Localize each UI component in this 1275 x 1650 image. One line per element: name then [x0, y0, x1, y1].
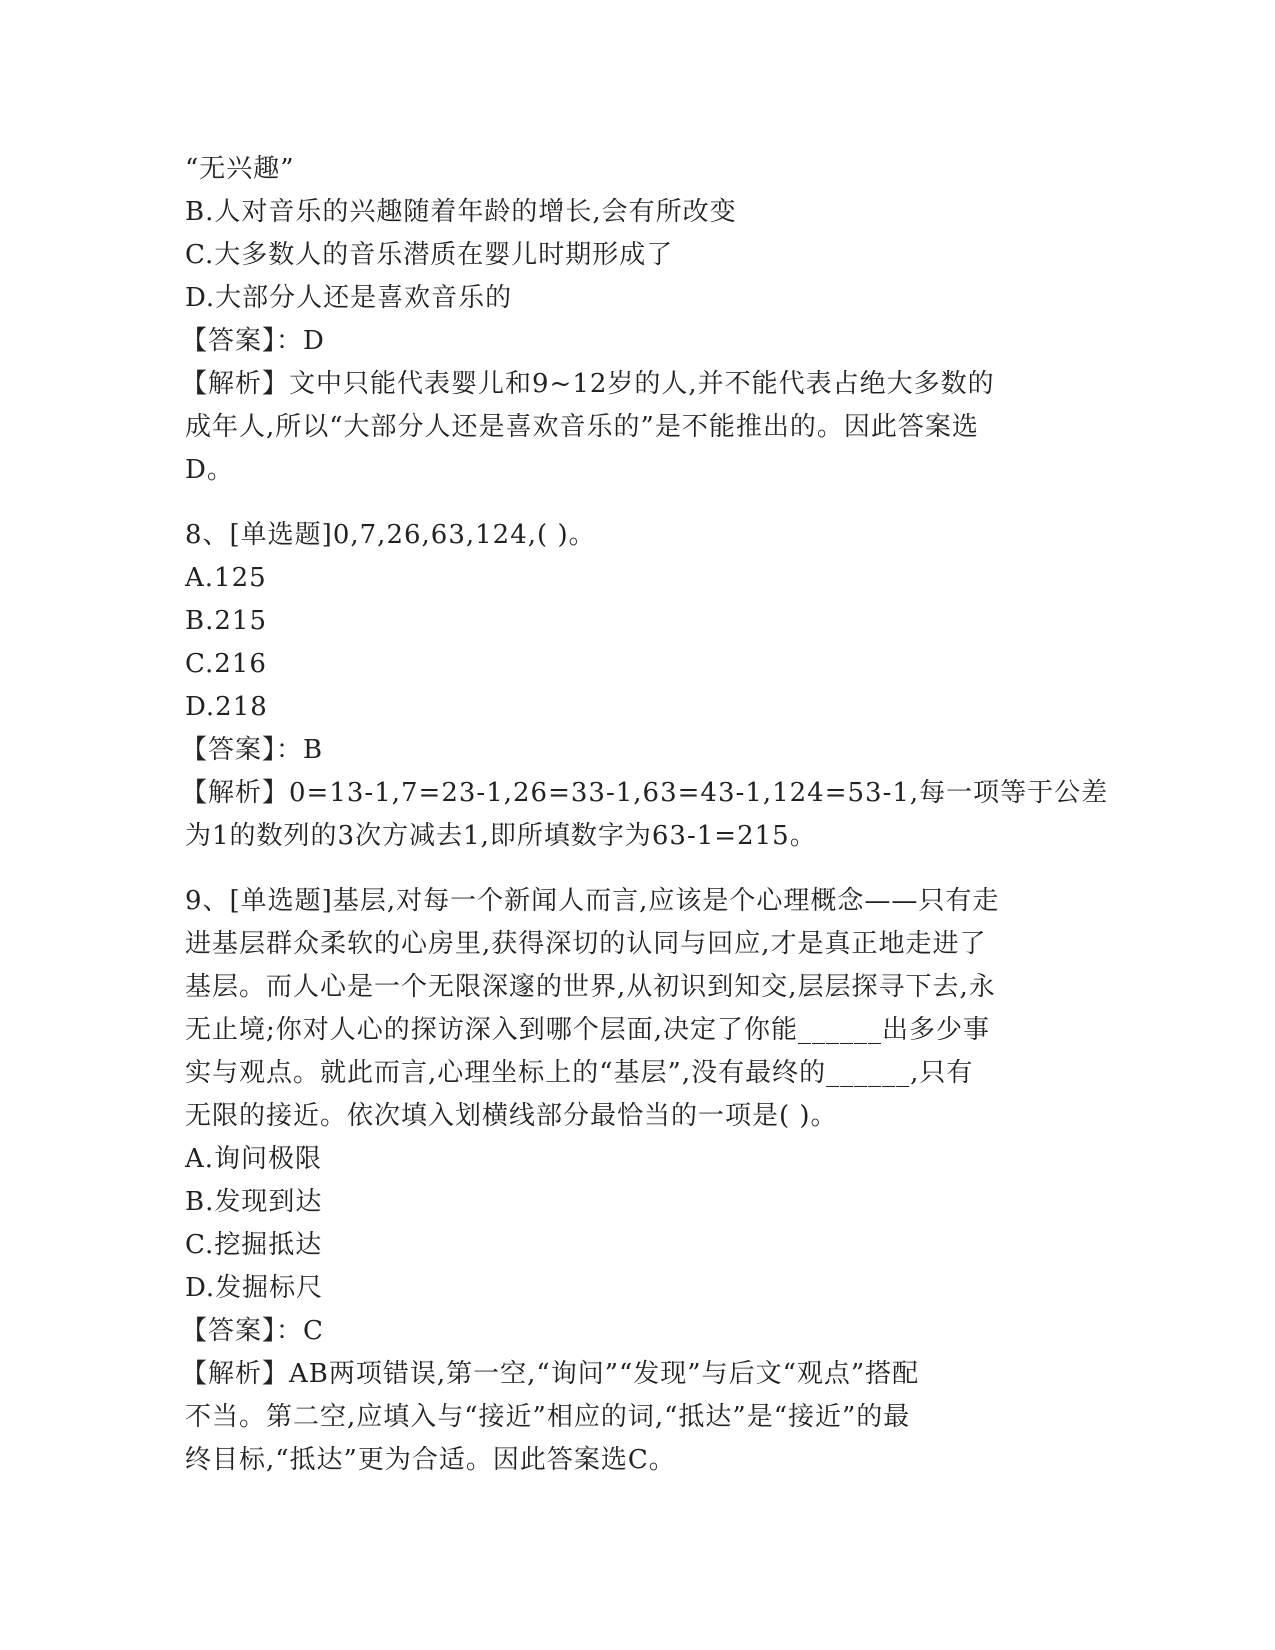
q8-stem: 8、[单选题]0,7,26,63,124,( )。: [185, 520, 596, 550]
q9-option-b: B.发现到达: [185, 1187, 323, 1217]
q9-analysis-line-1: 【解析】AB两项错误,第一空,“询问”“发现”与后文“观点”搭配: [181, 1359, 920, 1389]
q9-stem-line-5: 实与观点。就此而言,心理坐标上的“基层”,没有最终的______,只有: [185, 1058, 974, 1088]
q7-analysis-line-1: 【解析】文中只能代表婴儿和9~12岁的人,并不能代表占绝大多数的: [181, 369, 995, 399]
q7-analysis-line-2: 成年人,所以“大部分人还是喜欢音乐的”是不能推出的。因此答案选: [185, 412, 979, 442]
q9-option-d: D.发掘标尺: [185, 1273, 324, 1303]
q8-option-b: B.215: [185, 606, 267, 636]
q8-analysis-line-1: 【解析】0=13-1,7=23-1,26=33-1,63=43-1,124=53-1,每一项等于公差: [181, 778, 1109, 808]
q8-answer: 【答案】：B: [181, 735, 324, 765]
question-spacer: [185, 858, 1085, 880]
q7-option-a-tail: “无兴趣”: [185, 154, 295, 184]
q8-option-c: C.216: [185, 649, 267, 679]
q9-answer: 【答案】：C: [181, 1316, 324, 1346]
question-spacer: [185, 492, 1085, 514]
q7-answer: 【答案】：D: [181, 326, 325, 356]
q9-analysis-line-3: 终目标,“抵达”更为合适。因此答案选C。: [185, 1445, 676, 1475]
q8-option-a: A.125: [185, 563, 267, 593]
q7-option-d: D.大部分人还是喜欢音乐的: [185, 283, 513, 313]
q7-analysis-line-3: D。: [185, 455, 234, 485]
q7-option-c: C.大多数人的音乐潜质在婴儿时期形成了: [185, 240, 674, 270]
q8-analysis-line-2: 为1的数列的3次方减去1,即所填数字为63-1=215。: [185, 821, 817, 851]
q9-stem-line-1: 9、[单选题]基层,对每一个新闻人而言,应该是个心理概念——只有走: [185, 886, 1000, 916]
q9-stem-line-4: 无止境;你对人心的探访深入到哪个层面,决定了你能______出多少事: [185, 1015, 991, 1045]
q9-stem-line-6: 无限的接近。依次填入划横线部分最恰当的一项是( )。: [185, 1101, 838, 1131]
q7-option-b: B.人对音乐的兴趣随着年龄的增长,会有所改变: [185, 197, 737, 227]
page-content: [181, 148, 1109, 1482]
q9-option-c: C.挖掘抵达: [185, 1230, 323, 1260]
q9-stem-line-2: 进基层群众柔软的心房里,获得深切的认同与回应,才是真正地走进了: [185, 929, 987, 959]
q9-stem-line-3: 基层。而人心是一个无限深邃的世界,从初识到知交,层层探寻下去,永: [185, 972, 996, 1002]
q9-analysis-line-2: 不当。第二空,应填入与“接近”相应的词,“抵达”是“接近”的最: [185, 1402, 911, 1432]
q9-option-a: A.询问极限: [185, 1144, 323, 1174]
q8-option-d: D.218: [185, 692, 268, 722]
